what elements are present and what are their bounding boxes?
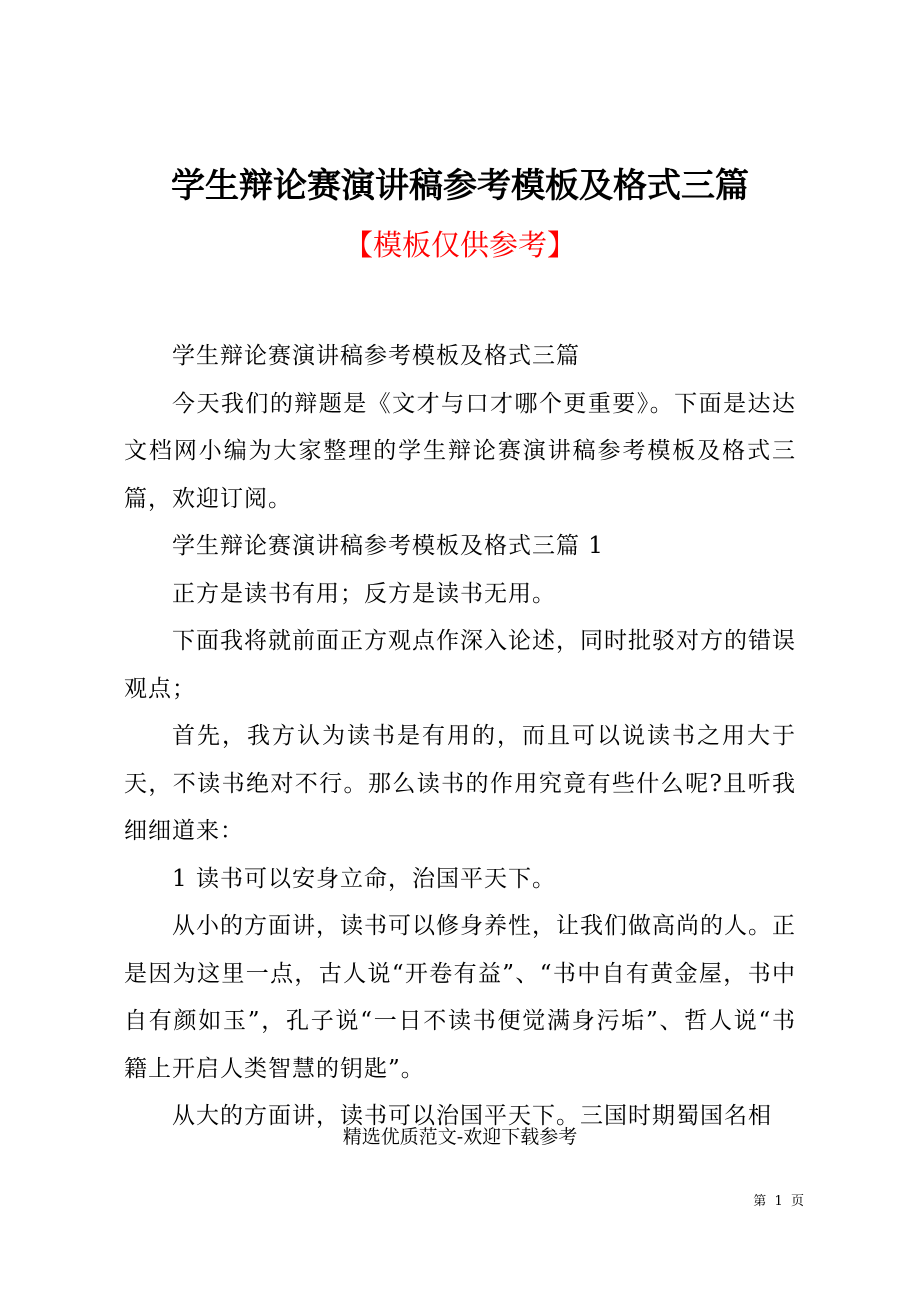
paragraph: 正方是读书有用；反方是读书无用。 [172, 580, 556, 607]
paragraph: 今天我们的辩题是《文才与口才哪个更重要》。下面是达达文档网小编为大家整理的学生辩论赛演讲稿参考模板及格式三篇，欢迎订阅。 [124, 390, 796, 512]
paragraph: 从大的方面讲，读书可以治国平天下。三国时期蜀国名相 [172, 1103, 772, 1129]
paragraph: 学生辩论赛演讲稿参考模板及格式三篇 [172, 343, 580, 369]
footer-note: 精选优质范文-欢迎下载参考 [342, 1126, 578, 1148]
document-body [124, 333, 796, 1141]
paragraph: 从小的方面讲，读书可以修身养性，让我们做高尚的人。正是因为这里一点，古人说“开卷有益”、“书中自有黄金屋，书中自有颜如玉”，孔子说“一日不读书便觉满身污垢”、哲人说“书籍上开启人类智慧的钥匙”。 [124, 913, 796, 1082]
document-subtitle: 【模板仅供参考】 [343, 228, 576, 262]
paragraph: 学生辩论赛演讲稿参考模板及格式三篇 1 [172, 533, 604, 559]
paragraph: 下面我将就前面正方观点作深入论述，同时批驳对方的错误观点； [124, 628, 796, 702]
paragraph: 1 读书可以安身立命，治国平天下。 [172, 865, 556, 892]
paragraph: 首先，我方认为读书是有用的，而且可以说读书之用大于天，不读书绝对不行。那么读书的作用究竟有些什么呢?且听我细细道来： [124, 723, 796, 844]
document-title: 学生辩论赛演讲稿参考模板及格式三篇 [171, 166, 749, 206]
page-number: 第 1 页 [753, 1194, 804, 1209]
